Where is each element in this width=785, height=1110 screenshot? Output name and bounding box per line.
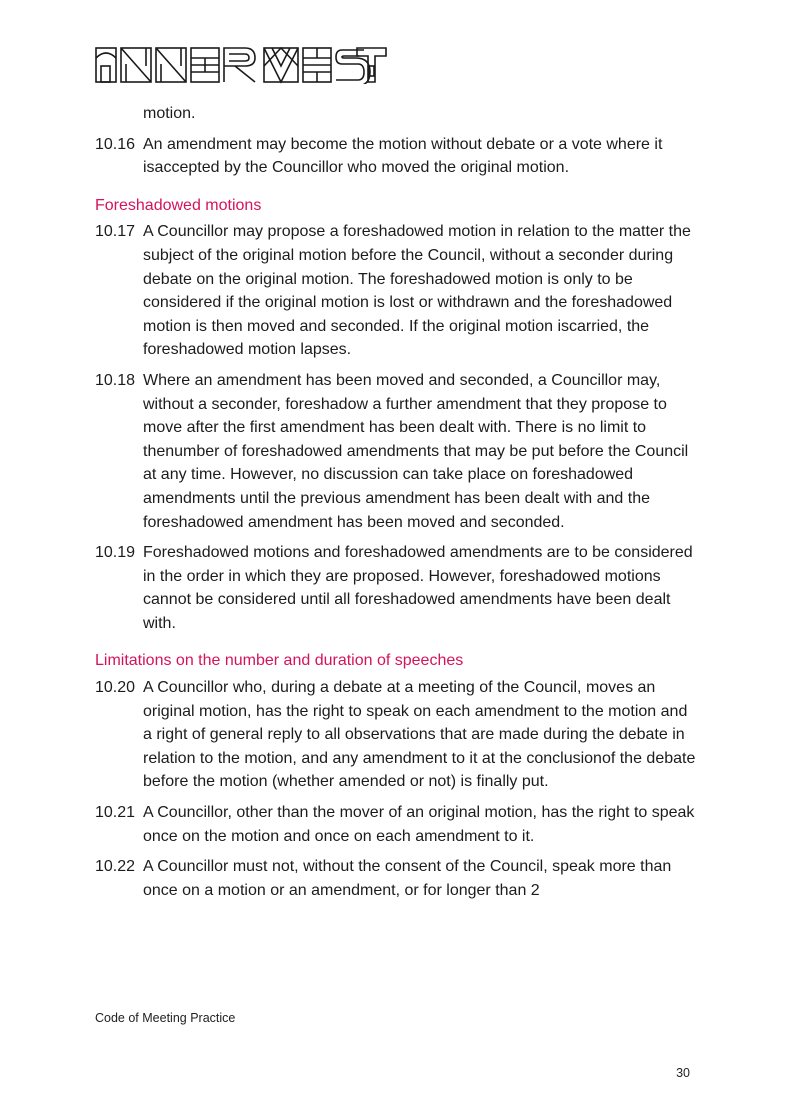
page-number: 30 [676, 1066, 690, 1080]
clause-text: Foreshadowed motions and foreshadowed amendments are to be considered in the order in which they are proposed. However, foreshadowed motions cannot be considered until all foreshadowed amendments have been dealt with. [143, 544, 693, 632]
clause [95, 220, 700, 362]
clause [95, 855, 700, 902]
clause-text: A Councillor may propose a foreshadowed motion in relation to the matter the subject of the original motion before the Council, without a seconder during debate on the original motion. The foreshadowed motion is only to be considered if the original motion is lost or withdrawn and the foreshadowed motion is then moved and seconded. If the original motion iscarried, the foreshadowed motion lapses. [143, 223, 691, 359]
logo-letter-s [336, 50, 370, 84]
clause-text: An amendment may become the motion without debate or a vote where it isaccepted by the Councillor who moved the original motion. [143, 135, 663, 177]
section-heading: Foreshadowed motions [95, 196, 262, 214]
clause-number: 10.22 [95, 858, 136, 876]
clause [95, 676, 700, 794]
section-heading: Limitations on the number and duration of speeches [95, 652, 464, 670]
logo-letter-e1 [191, 48, 219, 82]
clause [95, 133, 700, 180]
clause [95, 801, 700, 848]
clause-number: 10.18 [95, 371, 136, 389]
logo-letter-i [96, 48, 116, 82]
continued-text: motion. [143, 105, 196, 122]
logo-letter-r [224, 48, 255, 82]
clause-text: A Councillor, other than the mover of an original motion, has the right to speak once on the motion and once on each amendment to it. [143, 804, 695, 845]
clause-number: 10.21 [95, 804, 136, 822]
inner-west-logo [95, 46, 387, 84]
clause-number: 10.17 [95, 223, 136, 241]
clause-number: 10.16 [95, 135, 136, 153]
logo-letter-w [264, 48, 298, 82]
clause [95, 541, 700, 635]
clause-number: 10.20 [95, 679, 136, 697]
logo-letter-n2 [156, 48, 186, 82]
logo-letter-n1 [121, 48, 151, 82]
clause-number: 10.19 [95, 544, 136, 562]
document-body [95, 102, 700, 909]
clause-text: A Councillor must not, without the consent of the Council, speak more than once on a motion or an amendment, or for longer than 2 [143, 858, 672, 899]
clause-text: A Councillor who, during a debate at a meeting of the Council, moves an original motion, has the right to speak on each amendment to the motion and a right of general reply to all observations that are made during the debate in relation to the motion, and any amendment to it at the conclusionof the debate before the motion (whether amended or not) is finally put. [143, 679, 696, 791]
clause [95, 369, 700, 534]
logo-letter-e2 [303, 48, 331, 82]
clause-text: Where an amendment has been moved and seconded, a Councillor may, without a seconder, foreshadow a further amendment that they propose to move after the first amendment has been dealt with. There is no limit to thenumber of foreshadowed amendments that may be put before the Council at any time. However, no discussion can take place on foreshadowed amendments until the previous amendment has been dealt with and the foreshadowed amendment has been moved and seconded. [143, 371, 689, 531]
footer-title: Code of Meeting Practice [95, 1011, 236, 1025]
